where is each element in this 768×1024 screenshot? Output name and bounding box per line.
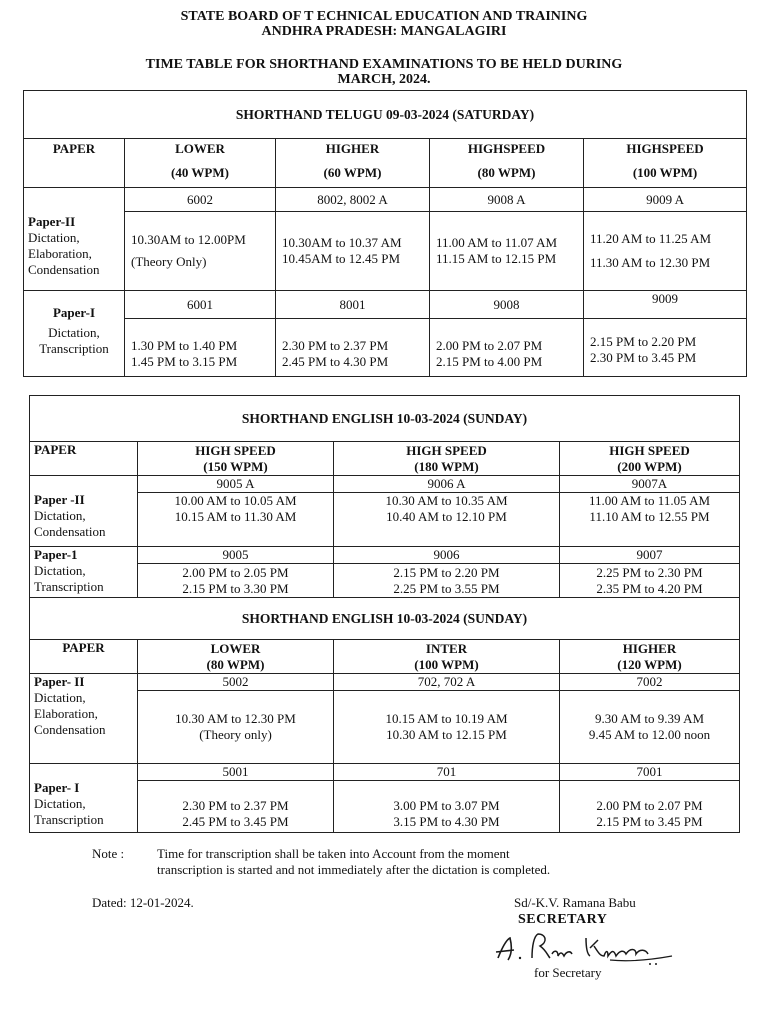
- time-slot: 2.25 PM to 2.30 PM: [596, 564, 703, 580]
- schedule-cell: [276, 319, 430, 377]
- paper-ii-label: [30, 476, 138, 547]
- column-header: [334, 442, 560, 476]
- schedule-cell: [560, 493, 740, 547]
- paper-code: 9006 A: [334, 476, 560, 493]
- schedule-cell: [560, 781, 740, 833]
- level-wpm: (200 WPM): [617, 458, 682, 474]
- column-header: [334, 640, 560, 674]
- time-slot: 10.45AM to 12.45 PM: [282, 251, 401, 266]
- time-slot: 1.45 PM to 3.15 PM: [131, 354, 238, 369]
- schedule-cell: [560, 691, 740, 764]
- page-title-date: MARCH, 2024.: [337, 72, 431, 87]
- column-header: [138, 640, 334, 674]
- paper-code: 7002: [560, 674, 740, 691]
- paper-code: 9006: [334, 547, 560, 564]
- paper-code: 8001: [276, 291, 430, 319]
- telugu-timetable: [23, 90, 747, 377]
- note-text-line2: transcription is started and not immediately after the dictation is completed.: [157, 862, 551, 877]
- time-slot: 10.30 AM to 12.30 PM: [175, 711, 296, 726]
- paper-code: 9005 A: [138, 476, 334, 493]
- paper-code: 701: [334, 764, 560, 781]
- level-name: HIGH SPEED: [609, 442, 690, 458]
- schedule-cell: [430, 212, 584, 291]
- paper-desc-line: Dictation,: [34, 796, 86, 811]
- for-secretary: for Secretary: [534, 965, 602, 980]
- paper-desc-line: Dictation,: [28, 230, 80, 245]
- level-wpm: (120 WPM): [617, 656, 682, 672]
- paper-code: 7001: [560, 764, 740, 781]
- level-name: LOWER: [175, 141, 225, 156]
- time-slot: (Theory only): [199, 727, 272, 742]
- time-slot: 10.15 AM to 10.19 AM: [385, 711, 508, 726]
- level-wpm: (80 WPM): [477, 165, 536, 180]
- paper-code: 6001: [125, 291, 276, 319]
- time-slot: 2.00 PM to 2.07 PM: [596, 798, 703, 813]
- paper-code: 9009: [584, 291, 747, 319]
- column-header: [276, 139, 430, 188]
- level-name: HIGHER: [325, 141, 380, 156]
- column-header: [138, 442, 334, 476]
- time-slot: 2.00 PM to 2.07 PM: [436, 338, 543, 353]
- paper-code: 9007: [560, 547, 740, 564]
- time-slot: 2.15 PM to 3.30 PM: [182, 580, 289, 596]
- column-header: [560, 442, 740, 476]
- time-slot: 10.30 AM to 12.15 PM: [386, 727, 507, 742]
- paper-code: 9009 A: [584, 188, 747, 212]
- paper-code: 9008 A: [430, 188, 584, 212]
- paper-desc-line: Transcription: [34, 579, 104, 594]
- paper-code: 8002, 8002 A: [276, 188, 430, 212]
- schedule-cell: [430, 319, 584, 377]
- schedule-cell: [125, 319, 276, 377]
- time-slot: 11.20 AM to 11.25 AM: [590, 231, 712, 246]
- schedule-cell: [334, 781, 560, 833]
- time-slot: 10.00 AM to 10.05 AM: [174, 493, 297, 508]
- signed-by: Sd/-K.V. Ramana Babu: [514, 895, 636, 910]
- level-name: HIGH SPEED: [406, 442, 487, 458]
- paper-code: 6002: [125, 188, 276, 212]
- time-slot: 2.00 PM to 2.05 PM: [182, 564, 289, 580]
- time-slot: 3.00 PM to 3.07 PM: [393, 798, 500, 813]
- note-label: Note :: [92, 846, 125, 861]
- level-wpm: (60 WPM): [323, 165, 382, 180]
- time-slot: 2.30 PM to 2.37 PM: [182, 798, 289, 813]
- time-slot: 3.15 PM to 4.30 PM: [393, 814, 500, 829]
- paper-ii-title: Paper- II: [34, 674, 85, 689]
- schedule-cell: [138, 493, 334, 547]
- time-slot: 2.45 PM to 4.30 PM: [282, 354, 389, 369]
- designation: SECRETARY: [518, 912, 608, 927]
- level-wpm: (40 WPM): [171, 165, 229, 180]
- column-header: [560, 640, 740, 674]
- paper-desc-line: Dictation,: [34, 563, 86, 578]
- signature-mark: [490, 928, 680, 968]
- schedule-cell: [138, 691, 334, 764]
- schedule-cell: [125, 212, 276, 291]
- time-slot: 2.15 PM to 3.45 PM: [596, 814, 703, 829]
- column-header: [430, 139, 584, 188]
- english-high-speed-title: SHORTHAND ENGLISH 10-03-2024 (SUNDAY): [30, 396, 740, 442]
- paper-header: PAPER: [30, 640, 138, 674]
- paper-desc-line: Dictation,: [34, 508, 86, 523]
- time-slot: 10.15 AM to 11.30 AM: [174, 509, 297, 524]
- time-slot: (Theory Only): [131, 254, 207, 269]
- schedule-cell: [138, 564, 334, 598]
- time-slot: 2.15 PM to 4.00 PM: [436, 354, 543, 369]
- paper-code: 9007A: [560, 476, 740, 493]
- paper-desc-line: Elaboration,: [28, 246, 92, 261]
- time-slot: 2.15 PM to 2.20 PM: [393, 564, 500, 580]
- level-name: HIGHSPEED: [467, 141, 546, 156]
- paper-desc-line: Condensation: [34, 722, 106, 737]
- schedule-cell: [138, 781, 334, 833]
- board-name: STATE BOARD OF T ECHNICAL EDUCATION AND TRAINING: [180, 9, 588, 24]
- paper-desc-line: Transcription: [34, 812, 104, 827]
- telugu-table-title: SHORTHAND TELUGU 09-03-2024 (SATURDAY): [24, 91, 747, 139]
- level-wpm: (80 WPM): [206, 656, 265, 672]
- level-wpm: (150 WPM): [203, 458, 268, 474]
- paper-ii-title: Paper-II: [28, 214, 76, 229]
- column-header: [125, 139, 276, 188]
- schedule-cell: [334, 493, 560, 547]
- level-name: HIGHER: [622, 640, 677, 656]
- paper-desc-line: Elaboration,: [34, 706, 98, 721]
- time-slot: 9.45 AM to 12.00 noon: [588, 727, 711, 742]
- note-text-line1: Time for transcription shall be taken into Account from the moment: [157, 846, 510, 861]
- english-timetable: [29, 395, 740, 833]
- schedule-cell: [584, 212, 747, 291]
- time-slot: 2.45 PM to 3.45 PM: [182, 814, 289, 829]
- paper-desc-line: Condensation: [34, 524, 106, 539]
- time-slot: 10.30AM to 10.37 AM: [282, 235, 402, 250]
- paper-header: PAPER: [30, 442, 138, 476]
- time-slot: 10.30 AM to 10.35 AM: [385, 493, 508, 508]
- paper-desc-line: Dictation,: [34, 690, 86, 705]
- paper-i-label: [30, 547, 138, 598]
- paper-i-label: [24, 291, 125, 377]
- dated-text: Dated: 12-01-2024.: [92, 895, 194, 910]
- level-wpm: (100 WPM): [414, 656, 479, 672]
- time-slot: 9.30 AM to 9.39 AM: [594, 711, 705, 726]
- time-slot: 2.30 PM to 2.37 PM: [282, 338, 389, 353]
- schedule-cell: [560, 564, 740, 598]
- level-wpm: (100 WPM): [632, 165, 698, 180]
- paper-i-title: Paper-I: [52, 305, 96, 320]
- schedule-cell: [276, 212, 430, 291]
- board-location: ANDHRA PRADESH: MANGALAGIRI: [261, 24, 507, 39]
- level-wpm: (180 WPM): [414, 458, 479, 474]
- time-slot: 2.25 PM to 3.55 PM: [393, 580, 500, 596]
- paper-code: 9008: [430, 291, 584, 319]
- schedule-cell: [334, 564, 560, 598]
- paper-ii-title: Paper -II: [34, 492, 85, 507]
- english-lower-title: SHORTHAND ENGLISH 10-03-2024 (SUNDAY): [30, 598, 740, 640]
- paper-header: PAPER: [24, 139, 125, 188]
- level-name: INTER: [425, 640, 468, 656]
- paper-code: 702, 702 A: [334, 674, 560, 691]
- time-slot: 11.10 AM to 12.55 PM: [589, 509, 710, 524]
- schedule-cell: [584, 319, 747, 377]
- time-slot: 2.15 PM to 2.20 PM: [590, 334, 697, 349]
- paper-i-title: Paper- I: [34, 780, 80, 795]
- paper-code: 9005: [138, 547, 334, 564]
- paper-desc-line: Dictation,: [48, 325, 100, 340]
- page-title: TIME TABLE FOR SHORTHAND EXAMINATIONS TO BE HELD DURING: [145, 57, 623, 72]
- paper-code: 5002: [138, 674, 334, 691]
- paper-desc-line: Transcription: [39, 341, 109, 356]
- paper-i-title: Paper-1: [34, 547, 78, 562]
- level-name: HIGHSPEED: [626, 141, 704, 156]
- time-slot: 11.30 AM to 12.30 PM: [590, 255, 711, 270]
- time-slot: 11.00 AM to 11.05 AM: [588, 493, 711, 508]
- time-slot: 2.30 PM to 3.45 PM: [590, 350, 697, 365]
- paper-ii-label: [24, 188, 125, 291]
- level-name: HIGH SPEED: [195, 442, 276, 458]
- time-slot: 2.35 PM to 4.20 PM: [596, 580, 703, 596]
- time-slot: 1.30 PM to 1.40 PM: [131, 338, 238, 353]
- column-header: [584, 139, 747, 188]
- paper-ii-label: [30, 674, 138, 764]
- level-name: LOWER: [210, 640, 261, 656]
- paper-i-label: [30, 764, 138, 833]
- time-slot: 11.15 AM to 12.15 PM: [436, 251, 557, 266]
- schedule-cell: [334, 691, 560, 764]
- time-slot: 10.30AM to 12.00PM: [131, 232, 246, 247]
- paper-desc-line: Condensation: [28, 262, 100, 277]
- paper-code: 5001: [138, 764, 334, 781]
- time-slot: 10.40 AM to 12.10 PM: [386, 509, 507, 524]
- time-slot: 11.00 AM to 11.07 AM: [436, 235, 558, 250]
